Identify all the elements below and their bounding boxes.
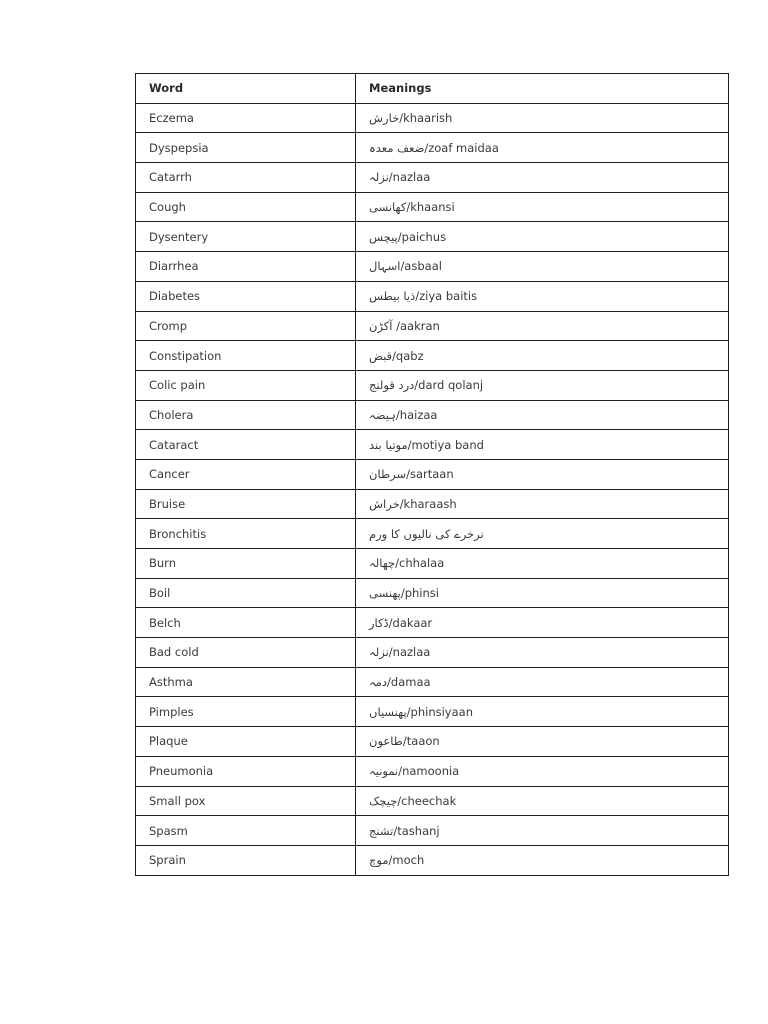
table-row bbox=[136, 667, 729, 697]
meaning-cell: سرطان/sartaan bbox=[356, 459, 729, 489]
vocabulary-table bbox=[135, 73, 729, 876]
meaning-cell: ضعف معدہ/zoaf maidaa bbox=[356, 133, 729, 163]
word-cell: Cromp bbox=[136, 311, 356, 341]
word-cell: Colic pain bbox=[136, 370, 356, 400]
table-row bbox=[136, 311, 729, 341]
meaning-cell: نزلہ/nazlaa bbox=[356, 163, 729, 193]
table-row bbox=[136, 370, 729, 400]
meaning-cell: طاعون/taaon bbox=[356, 727, 729, 757]
word-cell: Diabetes bbox=[136, 281, 356, 311]
table-row bbox=[136, 727, 729, 757]
table-row bbox=[136, 133, 729, 163]
table-row bbox=[136, 430, 729, 460]
meaning-cell: آکڑن /aakran bbox=[356, 311, 729, 341]
table-body bbox=[136, 103, 729, 875]
word-cell: Cancer bbox=[136, 459, 356, 489]
meaning-cell: نمونیہ/namoonia bbox=[356, 756, 729, 786]
table-row bbox=[136, 163, 729, 193]
word-cell: Diarrhea bbox=[136, 252, 356, 282]
table-row bbox=[136, 341, 729, 371]
table-row bbox=[136, 222, 729, 252]
meaning-cell: چھالہ/chhalaa bbox=[356, 549, 729, 579]
word-cell: Cataract bbox=[136, 430, 356, 460]
table-row bbox=[136, 549, 729, 579]
table-header-row bbox=[136, 74, 729, 104]
table-row bbox=[136, 489, 729, 519]
table-row bbox=[136, 845, 729, 875]
table-row bbox=[136, 400, 729, 430]
word-cell: Belch bbox=[136, 608, 356, 638]
word-cell: Constipation bbox=[136, 341, 356, 371]
meanings-column-header: Meanings bbox=[356, 74, 729, 104]
word-cell: Burn bbox=[136, 549, 356, 579]
table-row bbox=[136, 756, 729, 786]
meaning-cell: پھنسی/phinsi bbox=[356, 578, 729, 608]
meaning-cell: ذیا بیطس/ziya baitis bbox=[356, 281, 729, 311]
table-row bbox=[136, 103, 729, 133]
meaning-cell: نرخرے کی نالیوں کا ورم bbox=[356, 519, 729, 549]
meaning-cell: درد قولنج/dard qolanj bbox=[356, 370, 729, 400]
meaning-cell: موتیا بند/motiya band bbox=[356, 430, 729, 460]
word-cell: Eczema bbox=[136, 103, 356, 133]
word-cell: Dysentery bbox=[136, 222, 356, 252]
table-row bbox=[136, 638, 729, 668]
meaning-cell: دمہ/damaa bbox=[356, 667, 729, 697]
table-row bbox=[136, 252, 729, 282]
meaning-cell: قبض/qabz bbox=[356, 341, 729, 371]
table-row bbox=[136, 697, 729, 727]
meaning-cell: چیچک/cheechak bbox=[356, 786, 729, 816]
word-cell: Small pox bbox=[136, 786, 356, 816]
word-cell: Bronchitis bbox=[136, 519, 356, 549]
meaning-cell: ہیضہ/haizaa bbox=[356, 400, 729, 430]
meaning-cell: پھنسیاں/phinsiyaan bbox=[356, 697, 729, 727]
word-cell: Asthma bbox=[136, 667, 356, 697]
word-cell: Catarrh bbox=[136, 163, 356, 193]
word-cell: Dyspepsia bbox=[136, 133, 356, 163]
meaning-cell: اسہال/asbaal bbox=[356, 252, 729, 282]
table-row bbox=[136, 192, 729, 222]
word-cell: Cholera bbox=[136, 400, 356, 430]
word-cell: Cough bbox=[136, 192, 356, 222]
table-row bbox=[136, 281, 729, 311]
word-cell: Boil bbox=[136, 578, 356, 608]
meaning-cell: نزلہ/nazlaa bbox=[356, 638, 729, 668]
table-row bbox=[136, 608, 729, 638]
table-row bbox=[136, 816, 729, 846]
meaning-cell: پیچس/paichus bbox=[356, 222, 729, 252]
word-cell: Bruise bbox=[136, 489, 356, 519]
word-cell: Bad cold bbox=[136, 638, 356, 668]
table-row bbox=[136, 459, 729, 489]
meaning-cell: ڈکار/dakaar bbox=[356, 608, 729, 638]
word-cell: Sprain bbox=[136, 845, 356, 875]
word-cell: Spasm bbox=[136, 816, 356, 846]
meaning-cell: خارش/khaarish bbox=[356, 103, 729, 133]
meaning-cell: خراش/kharaash bbox=[356, 489, 729, 519]
meaning-cell: کھانسی/khaansi bbox=[356, 192, 729, 222]
meaning-cell: تشنج/tashanj bbox=[356, 816, 729, 846]
word-cell: Pneumonia bbox=[136, 756, 356, 786]
meaning-cell: موچ/moch bbox=[356, 845, 729, 875]
word-column-header: Word bbox=[136, 74, 356, 104]
word-cell: Pimples bbox=[136, 697, 356, 727]
word-cell: Plaque bbox=[136, 727, 356, 757]
table-row bbox=[136, 519, 729, 549]
table-row bbox=[136, 786, 729, 816]
table-row bbox=[136, 578, 729, 608]
